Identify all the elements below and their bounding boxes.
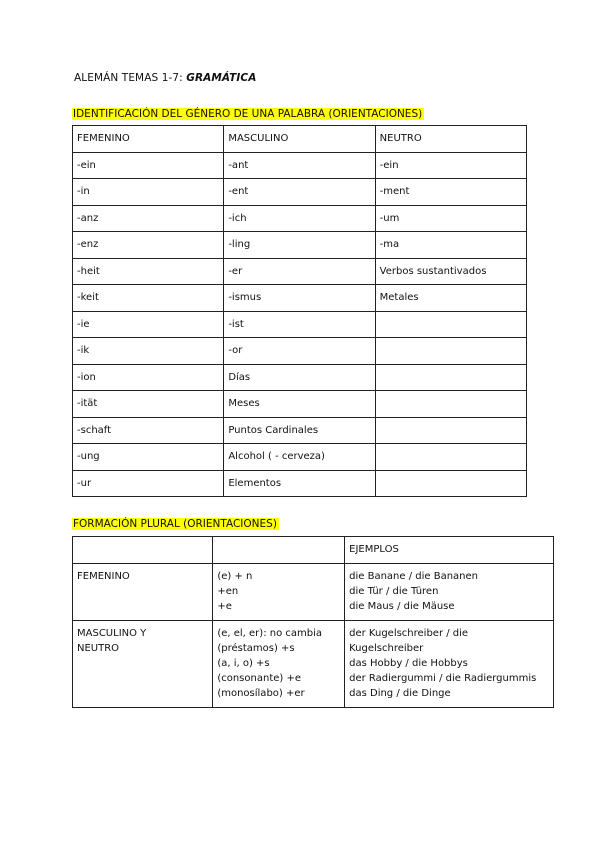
cell-femenino: -ik [73,338,224,365]
rule-line: (consonante) +e [217,673,301,684]
gender-line: MASCULINO Y [77,628,147,639]
cell-neutro [375,417,526,444]
gender-heading-text: IDENTIFICACIÓN DEL GÉNERO DE UNA PALABRA (ORIENTACIONES) [73,108,423,120]
cell-femenino: -anz [73,205,224,232]
plural-row-masculino-neutro [73,621,554,708]
cell-femenino: -ie [73,311,224,338]
plural-rules-femenino [213,564,345,621]
plural-examples-femenino [345,564,554,621]
gender-table-header-row [73,126,527,153]
plural-rules-masculino-neutro [213,621,345,708]
plural-gender-femenino: FEMENINO [73,564,213,621]
cell-neutro [375,444,526,471]
example-line: der Radiergummi / die Radiergummis [349,673,537,684]
cell-neutro: Verbos sustantivados [375,258,526,285]
cell-femenino: -ein [73,152,224,179]
cell-masculino: -or [224,338,375,365]
cell-femenino: -schaft [73,417,224,444]
gender-table-row [73,285,527,312]
cell-masculino: Alcohol ( - cerveza) [224,444,375,471]
cell-masculino: -ling [224,232,375,259]
title-prefix: ALEMÁN TEMAS 1-7: [74,72,187,84]
cell-neutro: -um [375,205,526,232]
header-femenino: FEMENINO [73,126,224,153]
cell-masculino: -ist [224,311,375,338]
plural-gender-masculino-neutro [73,621,213,708]
cell-masculino: -ant [224,152,375,179]
cell-neutro: -ein [375,152,526,179]
gender-table-row [73,179,527,206]
plural-table [72,536,554,708]
cell-neutro: -ment [375,179,526,206]
cell-femenino: -ität [73,391,224,418]
document-title [74,72,256,84]
gender-table-row [73,258,527,285]
gender-table-row [73,311,527,338]
gender-table-row [73,364,527,391]
gender-line: NEUTRO [77,643,120,654]
example-line: das Ding / die Dinge [349,688,451,699]
cell-neutro [375,470,526,497]
gender-table-row [73,338,527,365]
rule-line: (e, el, er): no cambia [217,628,322,639]
example-line: Kugelschreiber [349,643,424,654]
gender-table-body [73,126,527,497]
plural-header-empty-2 [213,537,345,564]
plural-header-empty-1 [73,537,213,564]
rule-line: +e [217,601,232,612]
plural-table-header-row [73,537,554,564]
cell-masculino: -ismus [224,285,375,312]
example-line: die Tür / die Türen [349,586,439,597]
cell-femenino: -heit [73,258,224,285]
rule-line: (monosílabo) +er [217,688,305,699]
gender-table-row [73,391,527,418]
cell-masculino: -ent [224,179,375,206]
rule-line: (e) + n [217,571,253,582]
gender-table [72,125,527,497]
title-emphasis: GRAMÁTICA [186,72,257,84]
rule-line: +en [217,586,239,597]
cell-masculino: -ich [224,205,375,232]
cell-masculino: Puntos Cardinales [224,417,375,444]
cell-femenino: -in [73,179,224,206]
plural-header-ejemplos: EJEMPLOS [345,537,554,564]
cell-masculino: Meses [224,391,375,418]
plural-row-femenino [73,564,554,621]
example-line: die Maus / die Mäuse [349,601,455,612]
cell-femenino: -keit [73,285,224,312]
cell-femenino: -ion [73,364,224,391]
cell-neutro: Metales [375,285,526,312]
rule-line: (préstamos) +s [217,643,295,654]
cell-neutro [375,338,526,365]
gender-table-row [73,205,527,232]
plural-heading-text: FORMACIÓN PLURAL (ORIENTACIONES) [73,518,277,530]
gender-section-heading [72,108,424,120]
plural-examples-masculino-neutro [345,621,554,708]
cell-neutro [375,391,526,418]
gender-table-row [73,232,527,259]
gender-table-row [73,444,527,471]
header-neutro: NEUTRO [375,126,526,153]
cell-masculino: -er [224,258,375,285]
header-masculino: MASCULINO [224,126,375,153]
gender-table-row [73,152,527,179]
rule-line: (a, i, o) +s [217,658,270,669]
cell-masculino: Elementos [224,470,375,497]
plural-section-heading [72,518,279,530]
cell-femenino: -ur [73,470,224,497]
cell-neutro [375,364,526,391]
example-line: der Kugelschreiber / die [349,628,469,639]
cell-femenino: -ung [73,444,224,471]
example-line: die Banane / die Bananen [349,571,478,582]
example-line: das Hobby / die Hobbys [349,658,468,669]
gender-table-row [73,417,527,444]
cell-masculino: Días [224,364,375,391]
gender-table-row [73,470,527,497]
cell-neutro [375,311,526,338]
cell-neutro: -ma [375,232,526,259]
cell-femenino: -enz [73,232,224,259]
